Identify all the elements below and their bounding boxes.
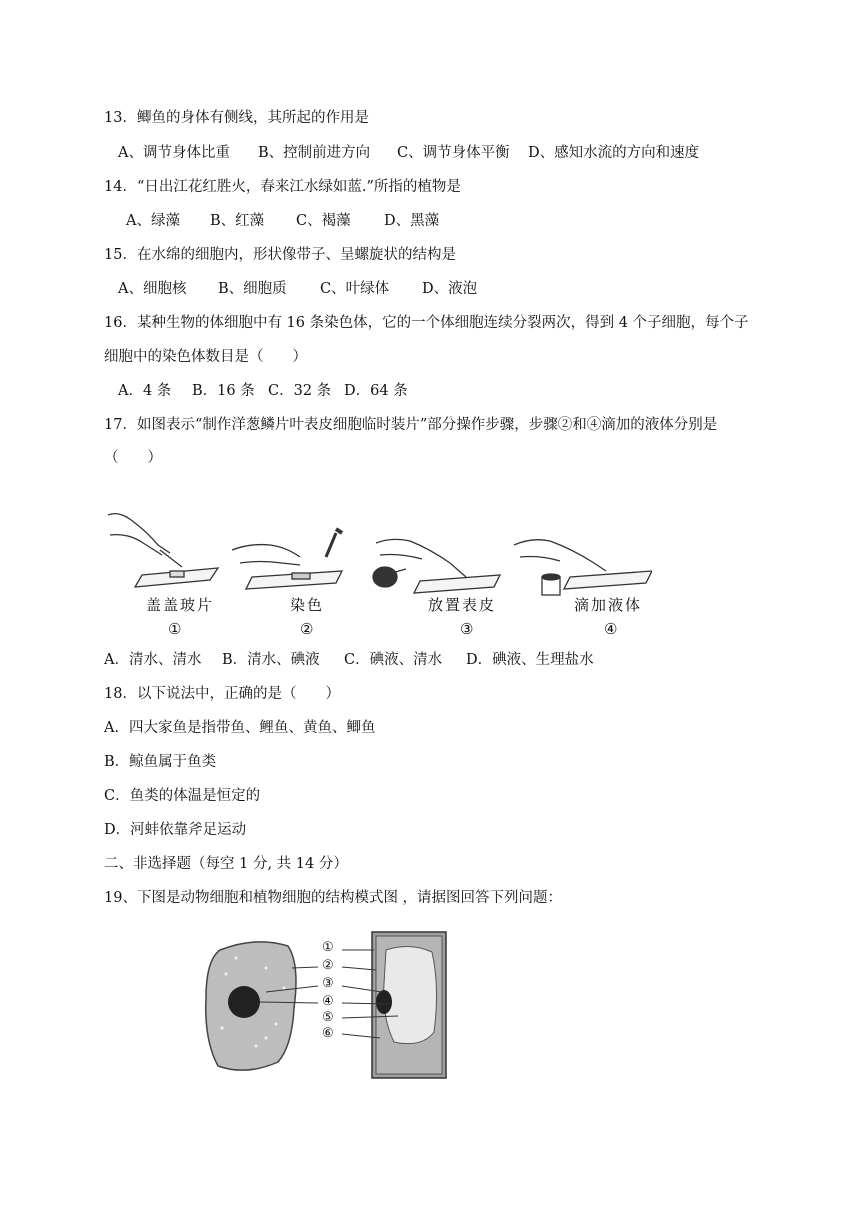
q13-option-b: B、控制前进方向 [258, 145, 371, 161]
step3-label: 放置表皮 [428, 596, 497, 614]
cell-label-5: ⑤ [322, 1010, 334, 1025]
step2-label: 染色 [290, 596, 325, 614]
plant-nucleus [376, 990, 392, 1014]
slide-steps-illustration [100, 505, 652, 640]
q18-option-b: B．鲸鱼属于鱼类 [104, 754, 217, 770]
cell-label-2: ② [322, 958, 334, 973]
section-2-heading: 二、非选择题（每空 1 分, 共 14 分） [104, 856, 348, 872]
q18-option-d: D．河蚌依靠斧足运动 [104, 822, 247, 838]
q13-option-c: C、调节身体平衡 [397, 145, 510, 161]
step1-number: ① [168, 620, 182, 638]
q13-option-a: A、调节身体比重 [118, 145, 230, 161]
q16-option-d: D．64 条 [344, 383, 408, 399]
q14-option-b: B、红藻 [210, 213, 265, 229]
step4-number: ④ [604, 620, 618, 638]
q18-option-c: C．鱼类的体温是恒定的 [104, 788, 261, 804]
q14-option-d: D、黑藻 [384, 213, 440, 229]
q18-option-a: A．四大家鱼是指带鱼、鲤鱼、黄鱼、鲫鱼 [104, 720, 376, 736]
animal-nucleus [228, 986, 260, 1018]
q15-option-c: C、叶绿体 [320, 281, 390, 297]
cell-label-4: ④ [322, 994, 334, 1009]
q19-stem: 19、下图是动物细胞和植物细胞的结构模式图 ，请据图回答下列问题： [104, 890, 563, 906]
cell-diagram [196, 928, 472, 1080]
q13-stem: 13．鲫鱼的身体有侧线，其所起的作用是 [104, 110, 369, 126]
plant-vacuole [384, 946, 437, 1043]
q16-option-b: B．16 条 [192, 383, 255, 399]
q17-option-d: D．碘液、生理盐水 [466, 652, 594, 668]
step2-number: ② [300, 620, 314, 638]
cell-label-3: ③ [322, 976, 334, 991]
q16-option-a: A．4 条 [118, 383, 172, 399]
q15-option-a: A、细胞核 [118, 281, 187, 297]
step3-number: ③ [460, 620, 474, 638]
q17-option-a: A．清水、清水 [104, 652, 202, 668]
q15-option-d: D、液泡 [422, 281, 478, 297]
cell-label-6: ⑥ [322, 1026, 334, 1041]
q17-stem-line1: 17．如图表示“制作洋葱鳞片叶表皮细胞临时装片”部分操作步骤，步骤②和④滴加的液体分别是 [104, 417, 718, 433]
q16-stem-line1: 16．某种生物的体细胞中有 16 条染色体，它的一个体细胞连续分裂两次，得到 4 个子细胞，每个子 [104, 315, 749, 331]
q16-option-c: C．32 条 [268, 383, 332, 399]
q17-option-c: C．碘液、清水 [344, 652, 443, 668]
q14-option-a: A、绿藻 [126, 213, 180, 229]
q15-stem: 15．在水绵的细胞内，形状像带子、呈螺旋状的结构是 [104, 247, 456, 263]
slide-preparation-figure [100, 505, 652, 640]
step1-label: 盖盖玻片 [146, 596, 215, 614]
cell-label-1: ① [322, 940, 334, 955]
q17-option-b: B．清水、碘液 [222, 652, 320, 668]
cell-structure-illustration [196, 928, 472, 1080]
q16-stem-line2: 细胞中的染色体数目是（ ） [104, 349, 307, 365]
q17-stem-line2: （ ） [104, 450, 162, 466]
q14-option-c: C、褐藻 [296, 213, 351, 229]
q18-stem: 18．以下说法中，正确的是（ ） [104, 686, 340, 702]
step4-label: 滴加液体 [574, 596, 643, 614]
q13-option-d: D、感知水流的方向和速度 [528, 145, 700, 161]
q14-stem: 14．“日出江花红胜火，春来江水绿如蓝.”所指的植物是 [104, 179, 461, 195]
q15-option-b: B、细胞质 [218, 281, 287, 297]
